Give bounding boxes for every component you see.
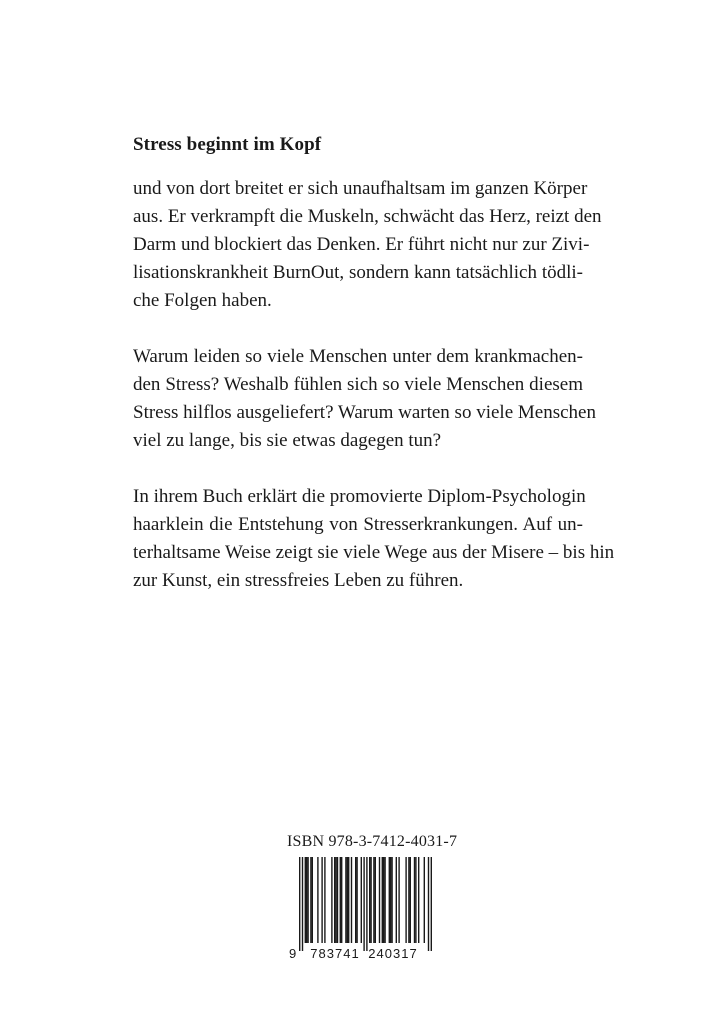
barcode-bar — [414, 857, 415, 943]
text-line: Stress hilflos ausgeliefert? Warum warten so viele Menschen — [133, 402, 596, 423]
barcode-bar — [410, 857, 411, 943]
barcode-bar — [345, 857, 346, 943]
barcode-bar — [356, 857, 357, 943]
text-line: Darm und blockiert das Denken. Er führt nicht nur zur Zivi- — [133, 234, 590, 255]
blurb-title: Stress beginnt im Kopf — [133, 134, 322, 155]
text-line: terhaltsame Weise zeigt sie viele Wege aus der Misere – bis hin — [133, 542, 615, 563]
blurb-text — [133, 131, 615, 623]
text-line: haarklein die Entstehung von Stresserkrankungen. Auf un- — [133, 514, 583, 535]
barcode-bar — [405, 857, 406, 943]
barcode-bar — [331, 857, 332, 943]
barcode-bar — [321, 857, 322, 943]
barcode-bar — [391, 857, 392, 943]
barcode-bar — [337, 857, 338, 943]
barcode-bar — [418, 857, 419, 943]
barcode-bar — [370, 857, 371, 943]
barcode-bar — [408, 857, 409, 943]
barcode-bar — [355, 857, 356, 943]
text-line: den Stress? Weshalb fühlen sich so viele Menschen diesem — [133, 374, 583, 395]
barcode-bar — [375, 857, 376, 943]
text-line: viel zu lange, bis sie etwas dagegen tun? — [133, 430, 442, 451]
barcode-digits-right: 240317 — [368, 946, 418, 961]
barcode-bar — [341, 857, 342, 943]
isbn-block — [287, 832, 458, 961]
barcode-bar — [373, 857, 374, 943]
barcode-bar — [398, 857, 399, 943]
text-line: und von dort breitet er sich unaufhaltsam im ganzen Körper — [133, 178, 588, 199]
barcode-bar — [335, 857, 336, 943]
barcode-bar — [390, 857, 391, 943]
barcode-bar — [361, 857, 362, 943]
barcode-bar — [415, 857, 416, 943]
ean-barcode — [287, 855, 439, 961]
text-line: aus. Er verkrampft die Muskeln, schwächt das Herz, reizt den — [133, 206, 602, 227]
barcode-bar — [384, 857, 385, 943]
blurb-paragraph-1 — [133, 175, 602, 315]
barcode-guard-bar — [366, 857, 367, 951]
isbn-label: ISBN 978-3-7412-4031-7 — [287, 833, 458, 850]
text-line: che Folgen haben. — [133, 290, 272, 311]
barcode-bar — [305, 857, 306, 943]
blurb-paragraph-2 — [133, 343, 596, 455]
barcode-bar — [389, 857, 390, 943]
barcode-guard-bar — [302, 857, 303, 951]
barcode-bar — [306, 857, 307, 943]
barcode-guard-bar — [299, 857, 300, 951]
barcode-bar — [307, 857, 308, 943]
barcode-digits-left: 783741 — [310, 946, 360, 961]
barcode-bar — [324, 857, 325, 943]
barcode-bar — [312, 857, 313, 943]
barcode-graphic — [287, 855, 439, 961]
barcode-bar — [379, 857, 380, 943]
barcode-bar — [317, 857, 318, 943]
text-line: Warum leiden so viele Menschen unter dem krankmachen- — [133, 346, 583, 367]
barcode-guard-bar — [431, 857, 432, 951]
barcode-bar — [396, 857, 397, 943]
barcode-guard-bar — [428, 857, 429, 951]
text-line: lisationskrankheit BurnOut, sondern kann tatsächlich tödli- — [133, 262, 583, 283]
barcode-bar — [383, 857, 384, 943]
barcode-bar — [340, 857, 341, 943]
text-line: In ihrem Buch erklärt die promovierte Diplom-Psychologin — [133, 486, 586, 507]
barcode-bar — [347, 857, 348, 943]
barcode-bar — [424, 857, 425, 943]
barcode-bar — [310, 857, 311, 943]
barcode-digit-first: 9 — [289, 946, 297, 961]
barcode-bar — [382, 857, 383, 943]
barcode-guard-bar — [363, 857, 364, 951]
barcode-bars — [299, 857, 432, 951]
barcode-bar — [348, 857, 349, 943]
barcode-bar — [369, 857, 370, 943]
text-line: zur Kunst, ein stressfreies Leben zu führen. — [133, 570, 464, 591]
blurb-paragraph-3 — [133, 483, 615, 595]
barcode-bar — [351, 857, 352, 943]
barcode-bar — [334, 857, 335, 943]
